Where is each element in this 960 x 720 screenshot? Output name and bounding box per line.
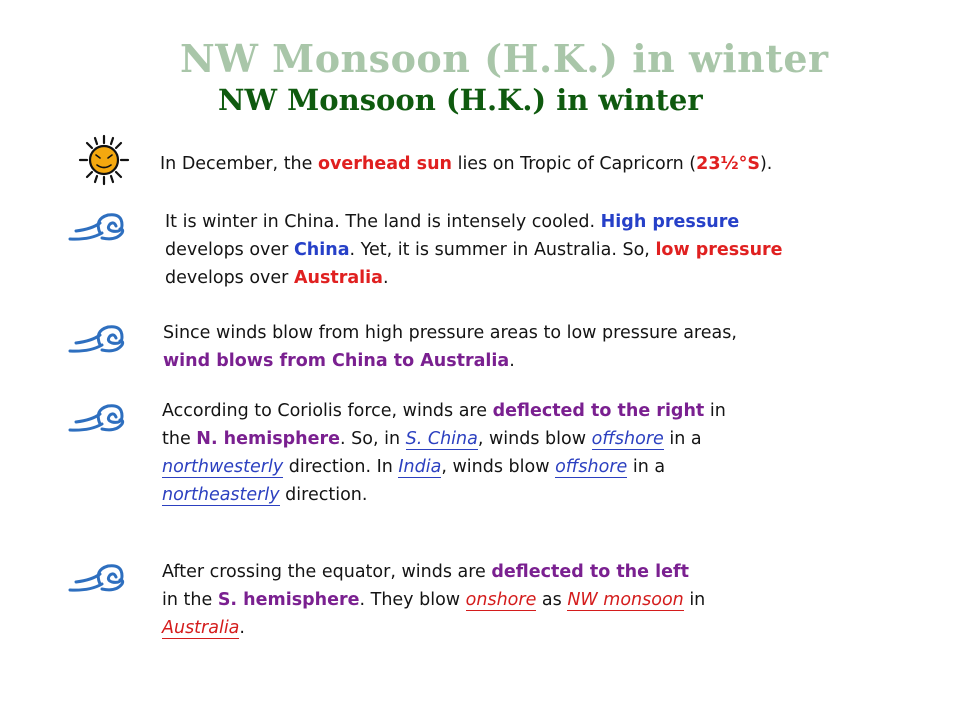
p5-text: in the: [162, 590, 218, 610]
p4-text: in a: [663, 429, 702, 449]
slide-title-shadow: NW Monsoon (H.K.) in winter: [180, 36, 829, 81]
wind-icon: [66, 207, 130, 247]
p2-text: . Yet, it is summer in Australia. So,: [349, 240, 656, 260]
underlined-australia: Australia: [162, 618, 240, 638]
text-line: [162, 586, 705, 614]
wind-icon: [66, 398, 130, 438]
text-line: [165, 264, 783, 292]
underlined-onshore: onshore: [465, 590, 537, 610]
p4-text: According to Coriolis force, winds are: [162, 401, 493, 421]
highlight-deflected-right: deflected to the right: [492, 401, 705, 421]
highlight-n-hemisphere: N. hemisphere: [196, 429, 341, 449]
p2-text: .: [382, 268, 389, 288]
text-line: [163, 347, 737, 375]
p1-text: In December, the: [160, 154, 318, 174]
p5-text: . They blow: [359, 590, 466, 610]
highlight-wind-blows: wind blows from China to Australia: [163, 351, 510, 371]
underlined-northeasterly: northeasterly: [162, 485, 280, 505]
p4-text: in: [704, 401, 726, 421]
p4-text: direction.: [279, 485, 368, 505]
text-line: [162, 425, 726, 453]
p4-text: , winds blow: [477, 429, 592, 449]
highlight-high-pressure: High pressure: [600, 212, 740, 232]
underlined-northwesterly: northwesterly: [162, 457, 284, 477]
sun-icon: [76, 134, 132, 186]
slide-title: NW Monsoon (H.K.) in winter: [218, 83, 703, 117]
p5-text: in: [683, 590, 706, 610]
paragraph-wind-direction: [163, 319, 737, 375]
p4-text: direction. In: [283, 457, 399, 477]
paragraph-equator: [162, 558, 705, 642]
highlight-deflected-left: deflected to the left: [491, 562, 689, 582]
paragraph-overhead-sun: [160, 150, 772, 178]
p4-text: in a: [627, 457, 666, 477]
p4-text: the: [162, 429, 197, 449]
p3-text: .: [509, 351, 515, 371]
text-line: [162, 481, 726, 509]
wind-icon: [66, 558, 130, 598]
p2-text: develops over: [165, 240, 294, 260]
underlined-india: India: [398, 457, 442, 477]
highlight-overhead-sun: overhead sun: [317, 154, 453, 174]
highlight-latitude: 23½°S: [696, 154, 760, 174]
underlined-nw-monsoon: NW monsoon: [567, 590, 684, 610]
p4-text: . So, in: [340, 429, 406, 449]
wind-icon: [66, 319, 130, 359]
text-line: [162, 558, 705, 586]
highlight-s-hemisphere: S. hemisphere: [217, 590, 360, 610]
p2-text: It is winter in China. The land is intensely cooled.: [165, 212, 601, 232]
text-line: [162, 397, 726, 425]
text-line: [165, 208, 783, 236]
paragraph-pressure: [165, 208, 783, 292]
underlined-offshore: offshore: [555, 457, 628, 477]
p5-text: .: [239, 618, 245, 638]
highlight-low-pressure: low pressure: [655, 240, 783, 260]
text-line: [165, 236, 783, 264]
text-line: [162, 453, 726, 481]
p2-text: develops over: [165, 268, 294, 288]
p1-text: ).: [759, 154, 773, 174]
text-line: [162, 614, 705, 642]
p5-text: as: [536, 590, 568, 610]
text-line: Since winds blow from high pressure areas to low pressure areas,: [163, 323, 737, 343]
p1-text: lies on Tropic of Capricorn (: [452, 154, 697, 174]
p5-text: After crossing the equator, winds are: [162, 562, 492, 582]
p4-text: , winds blow: [441, 457, 556, 477]
paragraph-coriolis: [162, 397, 726, 509]
highlight-australia: Australia: [293, 268, 383, 288]
highlight-china: China: [293, 240, 350, 260]
underlined-offshore: offshore: [591, 429, 664, 449]
underlined-s-china: S. China: [405, 429, 478, 449]
